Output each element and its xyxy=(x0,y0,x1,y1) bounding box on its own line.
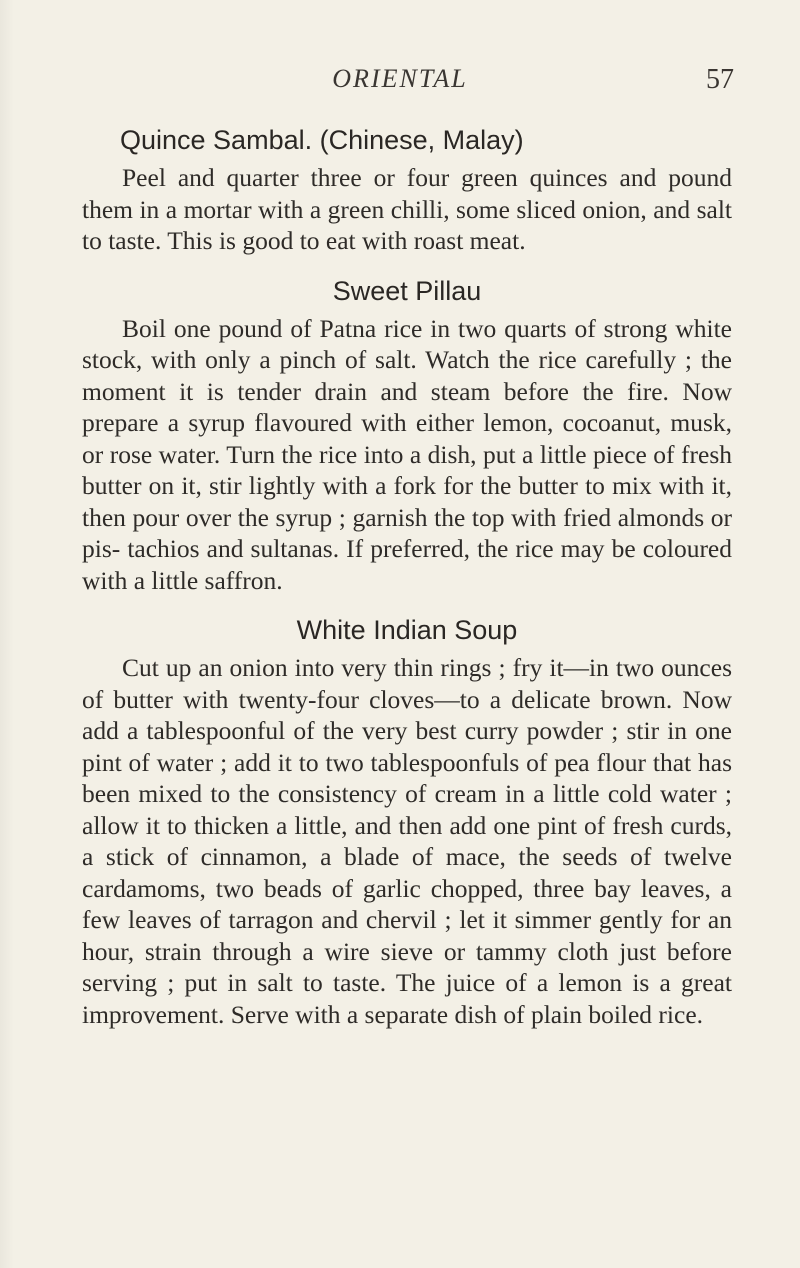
page-number: 57 xyxy=(706,64,734,95)
recipe-body: Boil one pound of Patna rice in two quarts of strong white stock, with only a pinch of salt. Watch the rice carefully ; the moment it is tender drain and steam before the fire. Now prepare a syrup flavoured with either lemon, cocoanut, musk, or rose water. Turn the rice into a dish, put a little piece of fresh butter on it, stir lightly with a fork for the butter to mix with it, then pour over the syrup ; garnish the top with fried almonds or pis- tachios and sultanas. If preferred, the rice may be coloured with a little saffron. xyxy=(82,313,732,595)
running-title: ORIENTAL xyxy=(332,64,468,93)
page-edge-shadow xyxy=(0,0,14,1268)
running-head xyxy=(0,64,800,104)
recipe-body: Cut up an onion into very thin rings ; fry it—in two ounces of butter with twenty-four cloves—to a delicate brown. Now add a tablespoonful of the very best curry powder ; stir in one pint of water ; add it to two tablespoonfuls of pea flour that has been mixed to the consistency of cream in a little cold water ; allow it to thicken a little, and then add one pint of fresh curds, a stick of cinnamon, a blade of mace, the seeds of twelve cardamoms, two beads of garlic chopped, three bay leaves, a few leaves of tarragon and chervil ; let it simmer gently for an hour, strain through a wire sieve or tammy cloth just before serving ; put in salt to taste. The juice of a lemon is a great improvement. Serve with a separate dish of plain boiled rice. xyxy=(82,653,732,1029)
page-content xyxy=(82,118,732,1030)
recipe-quince-sambal xyxy=(82,118,732,257)
section-gap xyxy=(82,257,732,269)
recipe-body: Peel and quarter three or four green quinces and pound them in a mortar with a green chilli, some sliced onion, and salt to taste. This is good to eat with roast meat. xyxy=(82,163,732,255)
recipe-title: Sweet Pillau xyxy=(332,275,482,306)
recipe-sweet-pillau xyxy=(82,269,732,597)
recipe-title: White Indian Soup xyxy=(296,615,518,645)
section-gap xyxy=(82,596,732,608)
recipe-white-indian-soup xyxy=(82,608,732,1030)
recipe-title: Quince Sambal. (Chinese, Malay) xyxy=(120,125,524,155)
